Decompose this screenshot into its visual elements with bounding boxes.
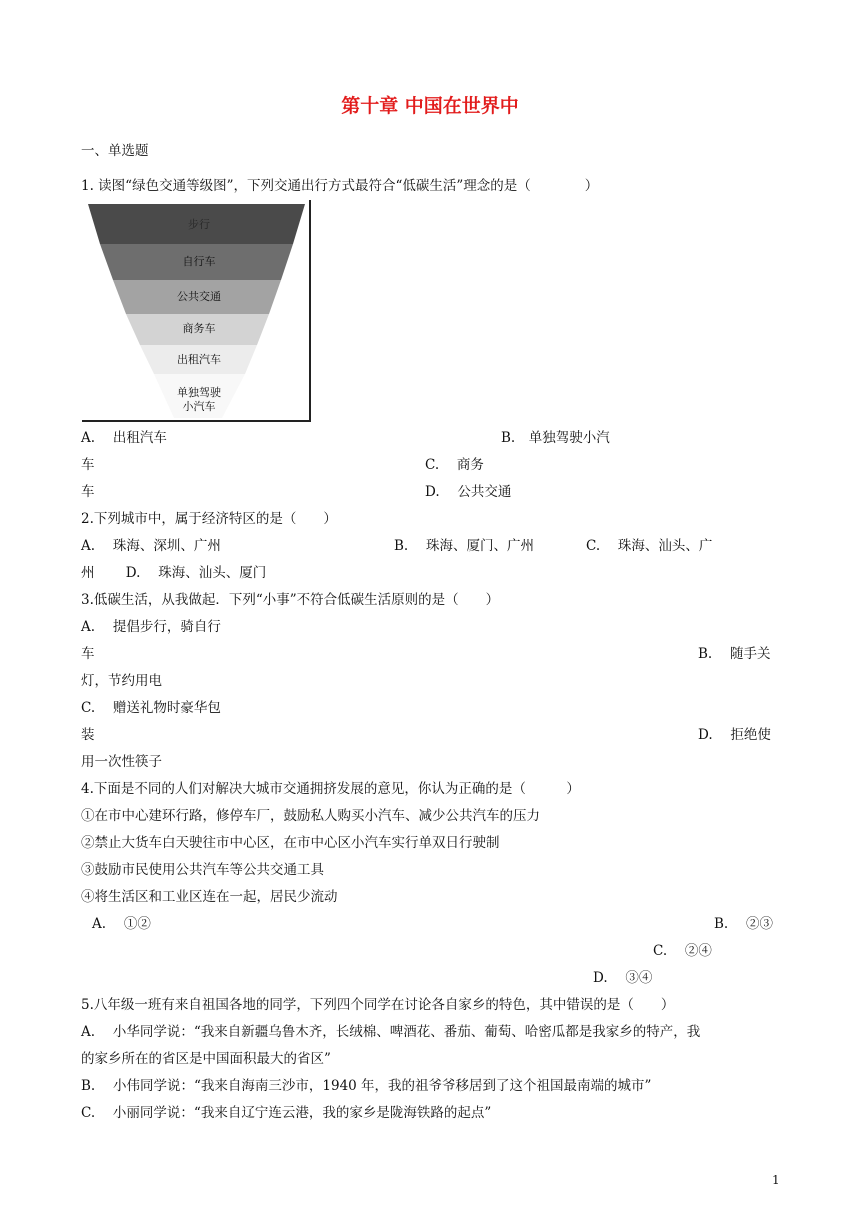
q3-option-d-cont: 用一次性筷子 [81,754,162,770]
question-5-stem: 5.八年级一班有来自祖国各地的同学，下列四个同学在讨论各自家乡的特色，其中错误的是（ ） [81,997,675,1013]
funnel-label-car: 小汽车 [182,400,216,413]
q4-item-3: ③鼓励市民使用公共汽车等公共交通工具 [81,862,324,878]
q4-option-a: A. ①② [92,916,151,932]
q4-item-2: ②禁止大货车白天驶往市中心区，在市中心区小汽车实行单双日行驶制 [81,835,500,851]
q2-option-c: C. 珠海、汕头、广 [586,538,713,554]
green-transport-funnel-figure [82,200,312,422]
q1-option-a: A. 出租汽车 [81,430,167,446]
funnel-label-bike: 自行车 [182,255,216,268]
figure-border-right [309,200,311,422]
q5-option-a-line2: 的家乡所在的省区是中国面积最大的省区” [81,1051,331,1067]
q5-option-b: B. 小伟同学说：“我来自海南三沙市，1940 年，我的祖爷爷移居到了这个祖国最南端的城市” [81,1078,652,1094]
q3-option-d: D. 拒绝使 [698,727,771,743]
question-2-stem: 2.下列城市中，属于经济特区的是（ ） [81,511,337,527]
q1-option-d: D. 公共交通 [425,484,512,500]
q4-item-4: ④将生活区和工业区连在一起，居民少流动 [81,889,338,905]
q3-option-b: B. 随手关 [698,646,771,662]
q2-line2: 州 D. 珠海、汕头、厦门 [81,565,267,581]
question-1-stem: 1. 读图“绿色交通等级图”，下列交通出行方式最符合“低碳生活”理念的是（ ） [81,178,599,194]
page-number: 1 [772,1173,780,1187]
funnel-label-public: 公共交通 [177,290,221,303]
q3-option-a: A. 提倡步行，骑自行 [81,619,221,635]
q5-option-a-line1: A. 小华同学说：“我来自新疆乌鲁木齐，长绒棉、啤酒花、番茄、葡萄、哈密瓜都是我家乡的特产，我 [81,1024,701,1040]
q2-option-b: B. 珠海、厦门、广州 [394,538,535,554]
figure-border-bottom [82,420,311,422]
q1-line3-left: 车 [81,484,95,500]
funnel-label-business: 商务车 [182,322,216,335]
q1-option-b: B. 单独驾驶小汽 [501,430,610,446]
q4-option-c: C. ②④ [653,943,712,959]
q5-option-c: C. 小丽同学说：“我来自辽宁连云港，我的家乡是陇海铁路的起点” [81,1105,492,1121]
page-title: 第十章 中国在世界中 [341,95,519,117]
q4-option-d: D. ③④ [593,970,653,986]
q3-option-a-cont: 车 [81,646,95,662]
q1-option-c: C. 商务 [425,457,484,473]
q1-line2-left: 车 [81,457,95,473]
question-3-stem: 3.低碳生活，从我做起．下列“小事”不符合低碳生活原则的是（ ） [81,592,500,608]
q3-option-b-cont: 灯，节约用电 [81,673,162,689]
q2-option-a: A. 珠海、深圳、广州 [81,538,221,554]
q4-option-b: B. ②③ [714,916,774,932]
question-4-stem: 4.下面是不同的人们对解决大城市交通拥挤发展的意见，你认为正确的是（ ） [81,781,580,797]
funnel-label-taxi: 出租汽车 [177,353,221,366]
funnel-label-walk: 步行 [188,218,210,231]
section-heading: 一、单选题 [81,143,149,159]
q4-item-1: ①在市中心建环行路，修停车厂，鼓励私人购买小汽车、减少公共汽车的压力 [81,808,540,824]
q3-option-c-cont: 装 [81,727,95,743]
funnel-label-single-drive: 单独驾驶 [177,386,221,399]
q3-option-c: C. 赠送礼物时豪华包 [81,700,221,716]
